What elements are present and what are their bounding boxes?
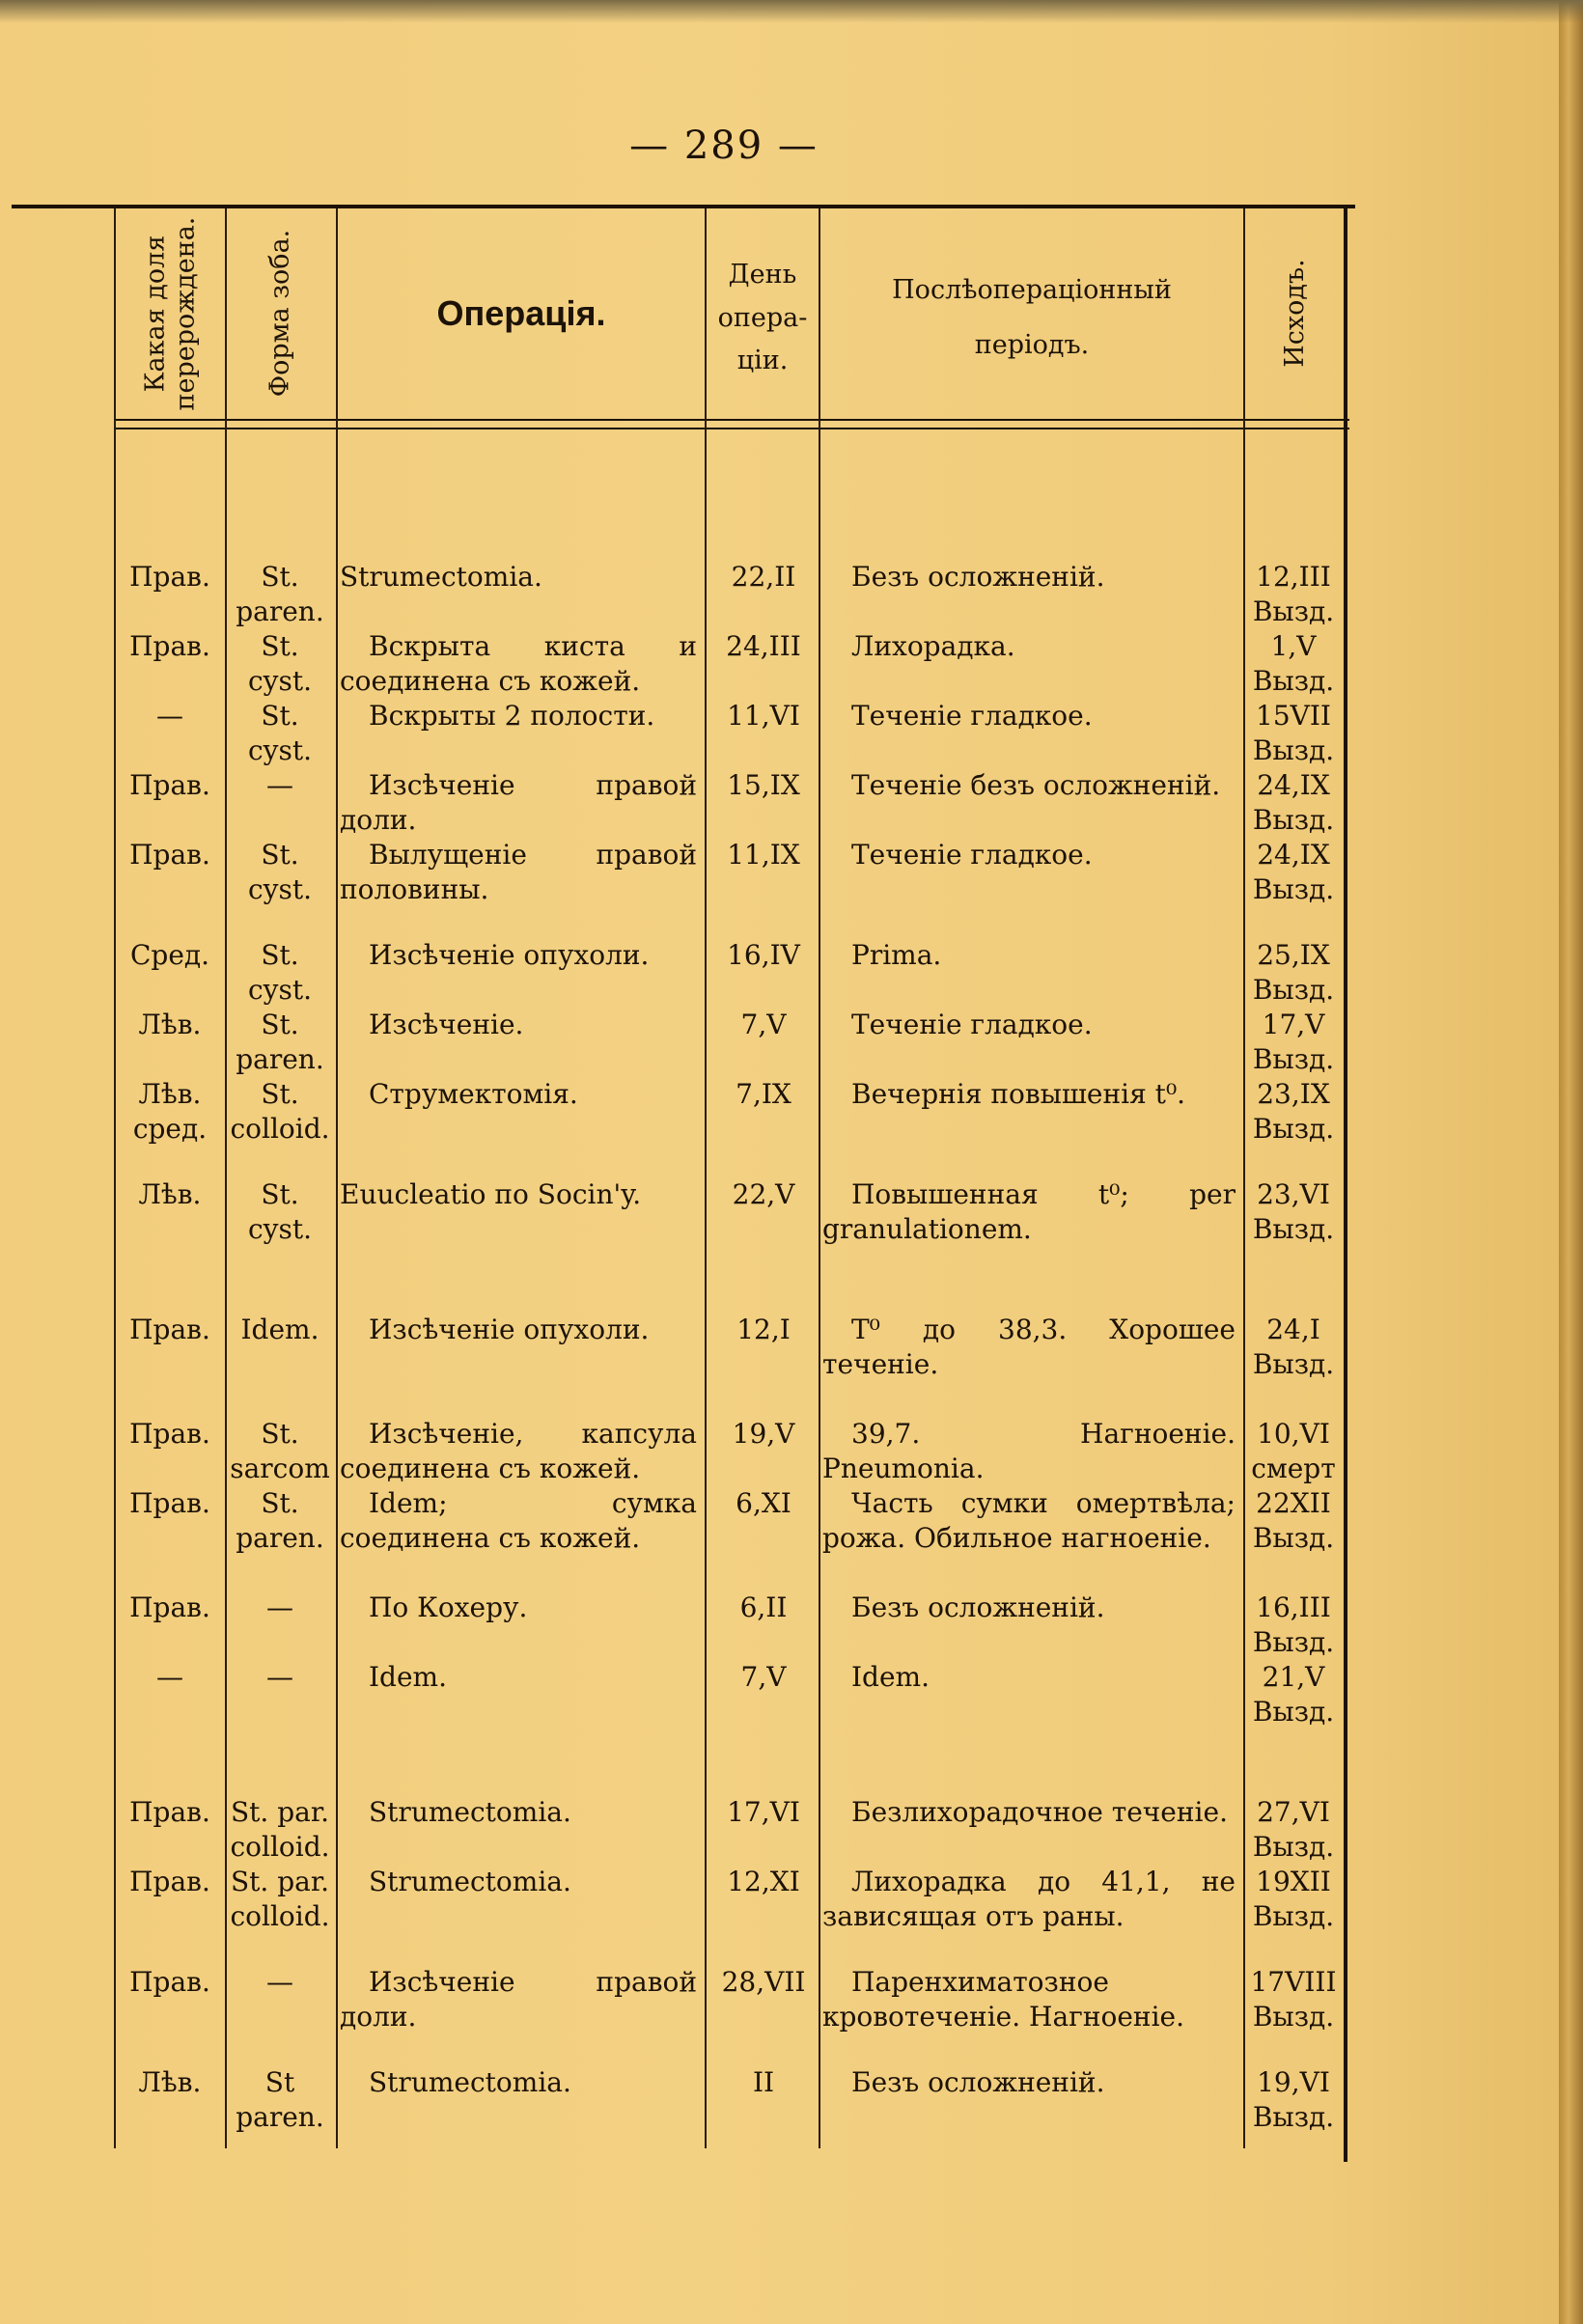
cell-operation: Euucleatio по Socin'y. [340, 1178, 642, 1210]
cell-outcome: 24,IX Вызд. [1252, 769, 1335, 836]
cell-postop: Prima. [851, 939, 942, 971]
cell-day: 6,XI [736, 1487, 792, 1519]
cell-form: St. cyst. [247, 839, 313, 905]
header-operation: Операція. [436, 293, 606, 333]
header-rule [116, 419, 1349, 421]
cell-lobe: Лѣв. сред. [132, 1078, 208, 1145]
cell-operation: Изсѣченіе опухоли. [369, 1314, 650, 1345]
cell-lobe: Лѣв. [138, 1178, 202, 1210]
cell-form: — [266, 769, 293, 801]
cell-form: St. colloid. [230, 1078, 330, 1145]
cell-lobe: Прав. [129, 1966, 210, 1998]
cell-outcome: 17,V Вызд. [1252, 1009, 1335, 1075]
header-postop: Послѣопераціонный періодъ. [892, 275, 1172, 360]
cell-operation: Вскрыты 2 полости. [369, 700, 655, 732]
cell-lobe: Прав. [129, 1591, 210, 1623]
header-day: День опера- ціи. [717, 260, 808, 376]
cell-operation: Strumectomia. [369, 2066, 571, 2098]
col-line-2 [336, 208, 338, 2148]
col-line-1 [225, 208, 227, 2148]
cell-lobe: — [156, 700, 183, 732]
cell-outcome: 24,IX Вызд. [1252, 839, 1335, 905]
col-line-3 [705, 208, 707, 2148]
cell-outcome: 12,III Вызд. [1252, 561, 1335, 627]
cell-form: St. sarcom [230, 1418, 330, 1484]
cell-form: — [266, 1661, 293, 1693]
cell-outcome: 21,V Вызд. [1252, 1661, 1335, 1728]
cell-lobe: Прав. [129, 839, 210, 871]
cell-form: — [266, 1591, 293, 1623]
cell-operation: Idem; сумка соединена съ кожей. [340, 1487, 697, 1554]
cell-lobe: Сред. [129, 939, 210, 971]
cell-lobe: Прав. [129, 1418, 210, 1450]
cell-form: St. cyst. [247, 700, 313, 766]
cell-outcome: 19XII Вызд. [1252, 1866, 1335, 1932]
cell-postop: Лихорадка до 41,1, не зависящая отъ раны. [822, 1866, 1236, 1932]
cell-outcome: 15VII Вызд. [1252, 700, 1335, 766]
cell-outcome: 17VIII Вызд. [1250, 1966, 1337, 2033]
cell-postop: 39,7. Нагноеніе. Pneumonia. [822, 1418, 1236, 1484]
cell-day: 7,V [740, 1009, 787, 1040]
cell-day: 15,IX [727, 769, 800, 801]
cell-postop: Теченіе гладкое. [851, 700, 1093, 732]
table-top-rule [12, 205, 1355, 208]
col-line-right [1344, 208, 1347, 2162]
cell-postop: Часть сумки омертвѣла; рожа. Обильное нагноеніе. [822, 1487, 1236, 1554]
cell-form: St paren. [236, 2066, 324, 2133]
cell-postop: Вечернія повышенія t⁰. [851, 1078, 1186, 1110]
cell-day: 28,VII [721, 1966, 806, 1998]
cell-postop: Лихорадка. [851, 630, 1015, 662]
cell-day: 12,I [736, 1314, 791, 1345]
scan-shadow [0, 0, 1583, 23]
cell-postop: T⁰ до 38,3. Хорошее теченіе. [822, 1314, 1236, 1380]
cell-operation: Изсѣченіе правой доли. [340, 769, 697, 836]
cell-form: St. cyst. [247, 1178, 313, 1245]
cell-form: St. cyst. [247, 939, 313, 1006]
cell-day: 22,V [732, 1178, 795, 1210]
cell-lobe: Прав. [129, 1796, 210, 1828]
cell-outcome: 27,VI Вызд. [1252, 1796, 1335, 1863]
cell-postop: Теченіе гладкое. [851, 1009, 1093, 1040]
cell-outcome: 22XII Вызд. [1252, 1487, 1335, 1554]
cell-operation: Изсѣченіе. [369, 1009, 524, 1040]
cell-form: St. paren. [236, 561, 324, 627]
cell-operation: Strumectomia. [369, 1866, 571, 1897]
page-number: — 289 — [629, 124, 819, 168]
cell-postop: Idem. [851, 1661, 930, 1693]
cell-day: 17,VI [727, 1796, 800, 1828]
cell-operation: Изсѣченіе правой доли. [340, 1966, 697, 2033]
cell-operation: По Кохеру. [369, 1591, 528, 1623]
cell-operation: Изсѣченіе, капсула соединена съ кожей. [340, 1418, 697, 1484]
cell-lobe: Прав. [129, 1487, 210, 1519]
header-rule-2 [116, 428, 1349, 429]
cell-outcome: 23,VI Вызд. [1252, 1178, 1335, 1245]
cell-lobe: Лѣв. [138, 1009, 202, 1040]
cell-outcome: 1,V Вызд. [1252, 630, 1335, 697]
cell-operation: Strumectomia. [340, 561, 542, 593]
cell-form: St. cyst. [247, 630, 313, 697]
cell-day: 19,V [732, 1418, 795, 1450]
cell-operation: Изсѣченіе опухоли. [369, 939, 650, 971]
cell-form: St. paren. [236, 1009, 324, 1075]
cell-operation: Вылущеніе правой половины. [340, 839, 697, 905]
cell-postop: Безлихорадочное теченіе. [851, 1796, 1228, 1828]
cell-postop: Безъ осложненій. [851, 561, 1105, 593]
col-line-4 [819, 208, 820, 2148]
header-form: Форма зоба. [264, 230, 295, 398]
cell-outcome: 23,IX Вызд. [1252, 1078, 1335, 1145]
cell-postop: Безъ осложненій. [851, 1591, 1105, 1623]
cell-day: 7,V [740, 1661, 787, 1693]
cell-day: 11,IX [727, 839, 800, 871]
cell-day: 24,III [726, 630, 801, 662]
cell-outcome: 16,III Вызд. [1252, 1591, 1335, 1658]
cell-day: 11,VI [727, 700, 800, 732]
cell-operation: Вскрыта киста и соединена съ кожей. [340, 630, 697, 697]
cell-day: 16,IV [727, 939, 800, 971]
header-lobe: Какая доля перерождена. [139, 216, 200, 411]
cell-form: Idem. [240, 1314, 319, 1345]
cell-postop: Безъ осложненій. [851, 2066, 1105, 2098]
cell-operation: Струмектомія. [369, 1078, 578, 1110]
cell-postop: Теченіе гладкое. [851, 839, 1093, 871]
cell-form: St. par. colloid. [230, 1796, 330, 1863]
cell-form: St. paren. [236, 1487, 324, 1554]
cell-postop: Теченіе безъ осложненій. [851, 769, 1221, 801]
cell-day: II [752, 2066, 775, 2098]
cell-lobe: Прав. [129, 1314, 210, 1345]
cell-lobe: Прав. [129, 1866, 210, 1897]
cell-outcome: 10,VI смерт [1251, 1418, 1336, 1484]
cell-lobe: Прав. [129, 769, 210, 801]
cell-day: 12,XI [727, 1866, 800, 1897]
cell-outcome: 19,VI Вызд. [1252, 2066, 1335, 2133]
cell-postop: Повышенная t⁰; per granulationem. [822, 1178, 1236, 1245]
cell-form: — [266, 1966, 293, 1998]
cell-form: St. par. colloid. [230, 1866, 330, 1932]
cell-lobe: — [156, 1661, 183, 1693]
cell-outcome: 24,I Вызд. [1252, 1314, 1335, 1380]
cell-lobe: Прав. [129, 561, 210, 593]
cell-lobe: Лѣв. [138, 2066, 202, 2098]
cell-day: 6,II [739, 1591, 788, 1623]
cell-outcome: 25,IX Вызд. [1252, 939, 1335, 1006]
cell-operation: Strumectomia. [369, 1796, 571, 1828]
page-edge [1559, 0, 1583, 2324]
cell-day: 22,II [731, 561, 796, 593]
cell-day: 7,IX [736, 1078, 792, 1110]
cell-postop: Паренхиматозное кровотеченіе. Нагноеніе. [822, 1966, 1184, 2033]
cell-operation: Idem. [369, 1661, 448, 1693]
cell-lobe: Прав. [129, 630, 210, 662]
header-outcome: Исходъ. [1279, 259, 1310, 369]
